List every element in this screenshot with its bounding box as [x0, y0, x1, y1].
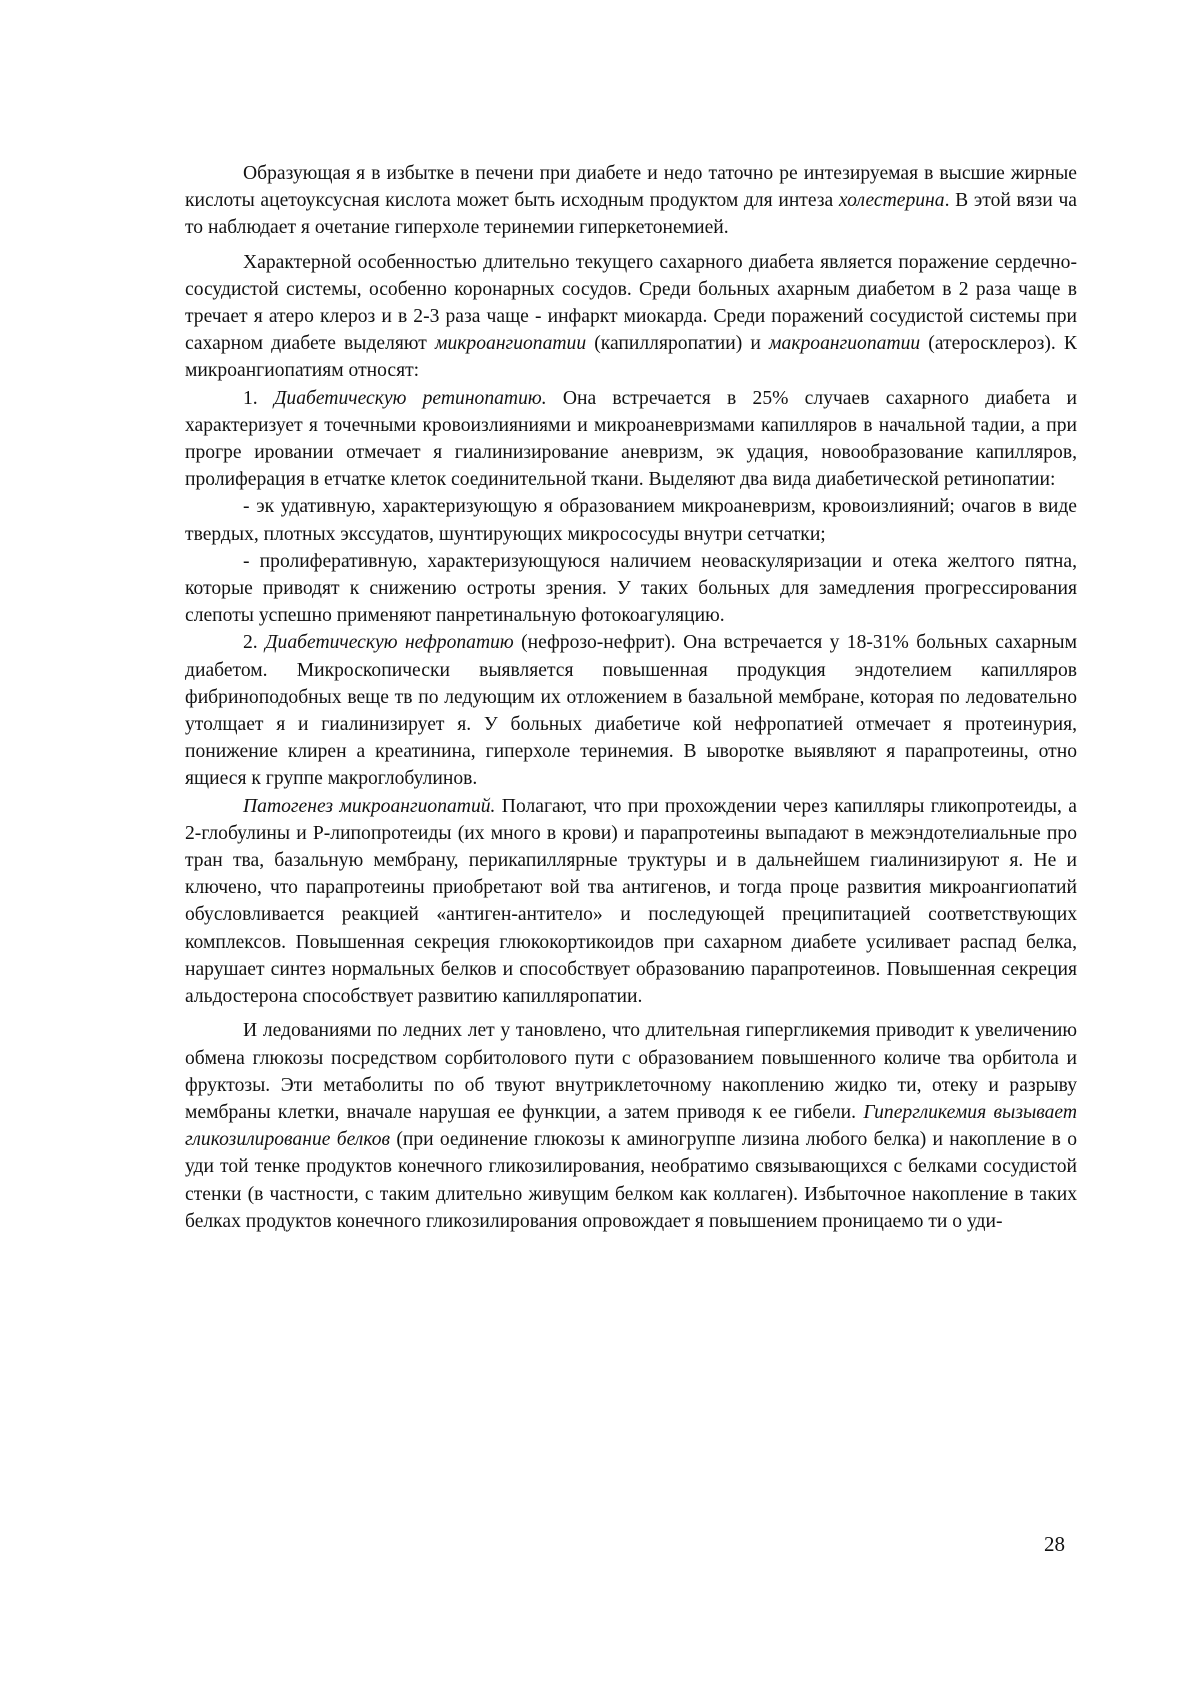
text-run: Характерной особенностью длительно текущего сахарного диабета является поражение сердечно-сосудистой системы, особенно коронарных сосудов. Среди больных ахарным диабетом в 2 раза чаще в тречает я атеро клероз и в 2-3 раза чаще - инфаркт миокарда. Среди поражений сосудистой системы при сахарном диабете выделяют [185, 251, 1077, 355]
list-number: 2. [243, 632, 266, 654]
text-run: Она встречается в 25% случаев сахарного диабета и характеризует я точечными кровоизлияниями и микроаневризмами капилляров в начальной тадии, а при прогре ировании отмечает я гиалинизирование аневризм, эк удация, новообразование капилляров, пролиферация в етчатке клеток соединительной ткани. Выделяют два вида диабетической ретинопатии: [185, 387, 1077, 491]
text-run: Образующая я в избытке в печени при диабете и недо таточно ре интезируемая в высшие жирные кислоты ацетоуксусная кислота может быть исходным продуктом для интеза [185, 163, 1077, 212]
text-run: - пролиферативную, характеризующуюся наличием неоваскуляризации и отека желтого пятна, которые приводят к снижению остроты зрения. У таких больных для замедления прогрессирования слепоты успешно применяют панретинальную фотокоагуляцию. [185, 550, 1077, 627]
text-run: (атеросклероз). К микроангиопатиям относят: [185, 333, 1077, 382]
paragraph-pathogenesis [185, 793, 1077, 1011]
text-run: . В этой вязи ча то наблюдает я очетание гиперхоле теринемии гиперкетонемией. [185, 190, 1077, 239]
text-run: (при оединение глюкозы к аминогруппе лизина любого белка) и накопление в о уди той тенке продуктов конечного гликозилирования, необратимо связывающихся с белками сосудистой стенки (в частности, с таким длительно живущим белком как коллаген). Избыточное накопление в таких белках продуктов конечного гликозилирования опровождает я повышением проницаемо ти о уди- [185, 1129, 1077, 1232]
italic-term: макроангиопатии [769, 333, 921, 355]
list-item-retinopathy [185, 385, 1077, 494]
text-run: (капилляропатии) и [586, 333, 770, 355]
page-body [185, 160, 1077, 1235]
italic-term: микроангиопатии [434, 333, 587, 355]
italic-heading: Патогенез микроангиопатий. [243, 795, 496, 817]
paragraph [185, 160, 1077, 242]
text-run: - эк удативную, характеризующую я образованием микроаневризм, кровоизлияний; очагов в виде твердых, плотных экссудатов, шунтирующих микрососуды внутри сетчатки; [185, 496, 1077, 545]
list-item-nephropathy [185, 629, 1077, 792]
italic-term: Диабетическую нефропатию [265, 632, 514, 654]
page-number: 28 [1044, 1532, 1065, 1556]
text-run: (нефрозо-нефрит). Она встречается у 18-31% больных сахарным диабетом. Микроскопически выявляется повышенная продукция эндотелием капилляров фибриноподобных веще тв по ледующим их отложением в базальной мембране, которая по ледовательно утолщает я и гиалинизирует я. У больных диабетиче кой нефропатией отмечает я протеинурия, понижение клирен а креатинина, гиперхоле теринемия. В ыворотке выявляют я парапротеины, отно ящиеся к группе макроглобулинов. [185, 632, 1077, 790]
italic-term: холестерина [838, 190, 945, 212]
sub-item-exudative [185, 493, 1077, 547]
text-run: Полагают, что при прохождении через капилляры гликопротеиды, a 2-глобулины и Р-липопротеиды (их много в крови) и парапротеины выпадают в межэндотелиальные про тран тва, базальную мембрану, перикапиллярные труктуры и в дальнейшем гиалинизируют я. Не и ключено, что парапротеины приобретают вой тва антигенов, и тогда проце развития микроангиопатий обусловливается реакцией «антиген-антитело» и последующей преципитацией соответствующих комплексов. Повышенная секреция глюкокортикоидов при сахарном диабете усиливает распад белка, нарушает синтез нормальных белков и способствует образованию парапротеинов. Повышенная секреция альдостерона способствует развитию капилляропатии. [185, 795, 1077, 1008]
italic-term: Гипергликемия вызывает гликозилирование белков [185, 1101, 1077, 1151]
sub-item-proliferative [185, 548, 1077, 630]
list-number: 1. [243, 387, 274, 409]
text-run: И ледованиями по ледних лет у тановлено, что длительная гипергликемия приводит к увеличению обмена глюкозы посредством сорбитолового пути с образованием повышенного количе тва орбитола и фруктозы. Эти метаболиты по об твуют внутриклеточному накоплению жидко ти, отеку и разрыву мембраны клетки, вначале нарушая ее функции, а затем приводя к ее гибели. [185, 1020, 1077, 1123]
paragraph [185, 249, 1077, 385]
paragraph [185, 1017, 1077, 1235]
italic-term: Диабетическую ретинопатию. [273, 387, 547, 409]
